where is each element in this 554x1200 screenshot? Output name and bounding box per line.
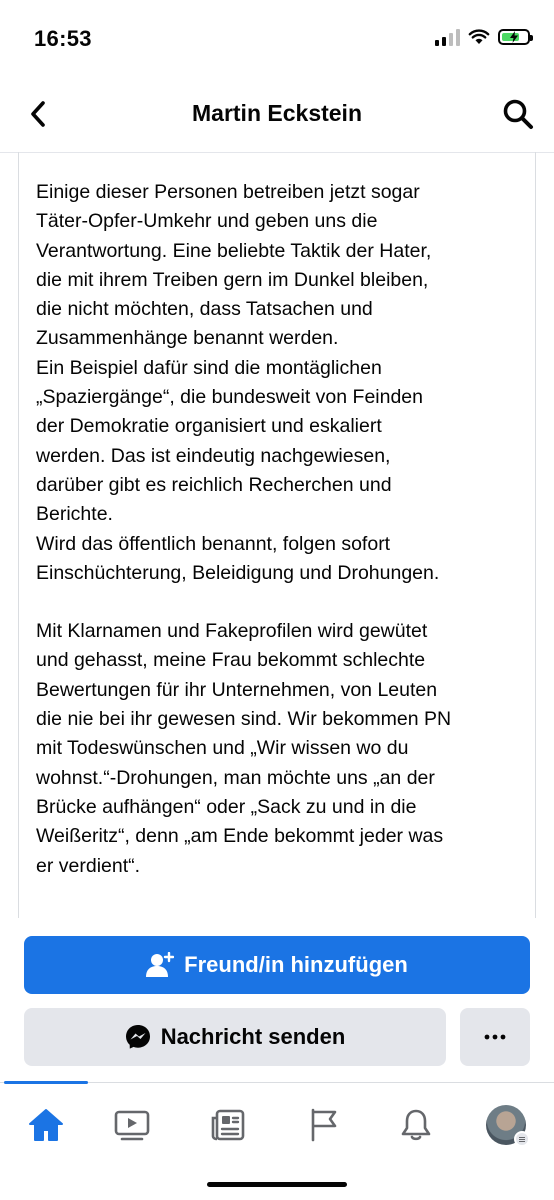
post-line: die mit ihrem Treiben gern im Dunkel bleiben,: [36, 268, 429, 291]
page-title: Martin Eckstein: [192, 100, 362, 126]
search-button[interactable]: [498, 94, 538, 134]
wifi-icon: [468, 29, 490, 45]
post-line: Ein Beispiel dafür sind die montäglichen: [36, 356, 382, 379]
post-line: Verantwortung. Eine beliebte Taktik der Hater,: [36, 239, 432, 262]
bottom-navigation: [0, 1082, 554, 1165]
more-options-button[interactable]: [460, 1008, 530, 1066]
paragraph-gap: [36, 588, 516, 617]
status-icons: [435, 28, 530, 46]
post-line: Zusammenhänge benannt werden.: [36, 327, 339, 350]
post-card: [18, 152, 536, 918]
post-line: darüber gibt es reichlich Recherchen und: [36, 473, 392, 496]
nav-notifications[interactable]: [388, 1097, 444, 1153]
news-feed-icon: [210, 1108, 246, 1142]
post-line: „Spaziergänge“, die bundesweit von Feinden: [36, 386, 424, 409]
post-line: Brücke aufhängen“ oder „Sack zu und in die: [36, 795, 417, 818]
home-icon: [28, 1108, 64, 1142]
add-friend-label: Freund/in hinzufügen: [184, 952, 408, 977]
post-line: Täter-Opfer-Umkehr und geben uns die: [36, 210, 378, 233]
search-icon: [502, 98, 534, 130]
post-text: [36, 178, 516, 881]
post-line: die nie bei ihr gewesen sind. Wir bekommen PN: [36, 708, 452, 731]
post-line: er verdient“.: [36, 854, 141, 877]
post-line: die nicht möchten, dass Tatsachen und: [36, 298, 373, 321]
post-line: Bewertungen für ihr Unternehmen, von Leuten: [36, 678, 438, 701]
pages-flag-icon: [307, 1108, 341, 1142]
notifications-bell-icon: [400, 1108, 432, 1142]
signal-icon: [435, 28, 460, 46]
send-message-label: Nachricht senden: [160, 1024, 346, 1049]
nav-profile-menu[interactable]: [478, 1097, 534, 1153]
add-friend-button[interactable]: [24, 936, 530, 994]
more-dots-icon: [484, 1034, 506, 1040]
post-line: der Demokratie organisiert und eskaliert: [36, 415, 382, 438]
messenger-icon: [125, 1024, 151, 1050]
video-icon: [113, 1109, 151, 1141]
post-line: Mit Klarnamen und Fakeprofilen wird gewütet: [36, 620, 428, 643]
avatar: [486, 1105, 526, 1145]
post-line: Berichte.: [36, 503, 113, 526]
post-line: Wird das öffentlich benannt, folgen sofort: [36, 532, 391, 555]
status-time: 16:53: [34, 26, 92, 51]
post-line: werden. Das ist eindeutig nachgewiesen,: [36, 444, 391, 467]
battery-charging-icon: [498, 29, 530, 45]
profile-header: [0, 80, 554, 153]
nav-news[interactable]: [200, 1097, 256, 1153]
nav-video[interactable]: [104, 1097, 160, 1153]
nav-pages[interactable]: [296, 1097, 352, 1153]
post-line: mit Todeswünschen und „Wir wissen wo du: [36, 737, 409, 760]
menu-icon: [514, 1131, 530, 1147]
post-line: Einige dieser Personen betreiben jetzt sogar: [36, 181, 420, 203]
home-indicator: [207, 1182, 347, 1187]
add-friend-icon: [146, 952, 174, 978]
post-line: und gehasst, meine Frau bekommt schlechte: [36, 649, 426, 672]
post-line: Weißeritz“, denn „am Ende bekommt jeder was: [36, 825, 444, 848]
send-message-button[interactable]: [24, 1008, 446, 1066]
nav-home[interactable]: [18, 1097, 74, 1153]
active-tab-indicator: [4, 1081, 88, 1084]
post-line: Einschüchterung, Beleidigung und Drohungen.: [36, 561, 440, 584]
status-bar: [0, 0, 554, 80]
post-line: wohnst.“-Drohungen, man möchte uns „an der: [36, 766, 435, 789]
